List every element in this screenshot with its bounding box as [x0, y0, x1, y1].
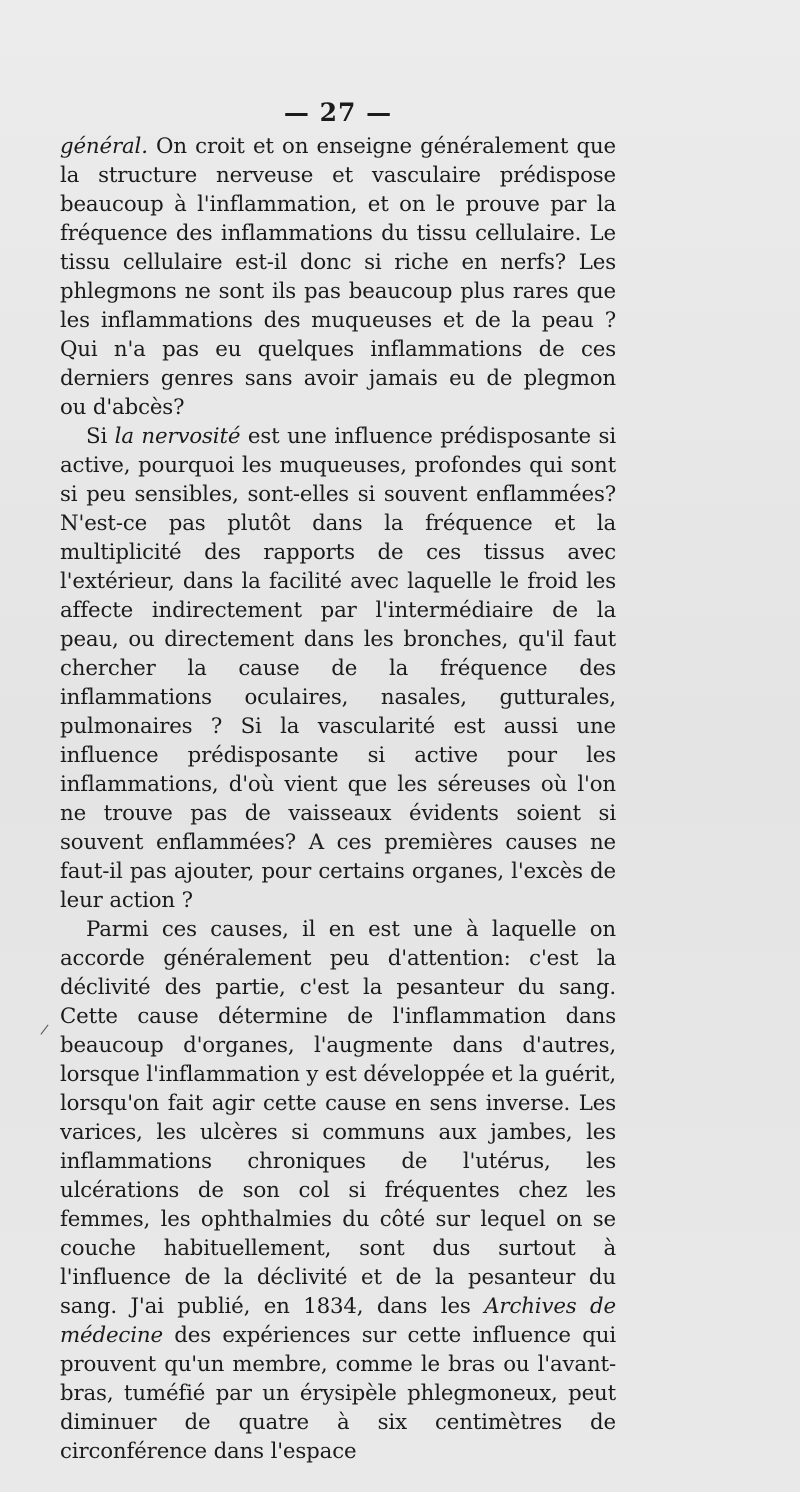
paragraph-3-segment-3: des expériences sur cette influence qui prouvent qu'un membre, comme le bras ou l'avant-bras, tuméfié par un érysipèle phlegmoneux, peut diminuer de quatre à six centimètres de circonférence dans l'espace: [60, 1323, 616, 1464]
paragraph-2-segment-3: est une influence prédisposante si active, pourquoi les muqueuses, profondes qui sont si peu sensibles, sont-elles si souvent enflammées? N'est-ce pas plutôt dans la fréquence et la multiplicité des rapports de ces tissus avec l'extérieur, dans la facilité avec laquelle le froid les affecte indirectement par l'intermédiaire de la peau, ou directement dans les bronches, qu'il faut chercher la cause de la fréquence des inflammations oculaires, nasales, gutturales, pulmonaires ? Si la vascularité est aussi une influence prédisposante si active pour les inflammations, d'où vient que les séreuses où l'on ne trouve pas de vaisseaux évidents soient si souvent enflammées? A ces premières causes ne faut-il pas ajouter, pour certains organes, l'excès de leur action ?: [60, 424, 616, 913]
paragraph-3: [60, 915, 616, 1466]
page-text-block: [60, 96, 616, 1466]
paragraph-1: [60, 132, 616, 422]
paragraph-2-segment-2: la nervosité: [114, 424, 241, 449]
paragraph-1-segment-2: On croit et on enseigne généralement que la structure nerveuse et vasculaire prédispose beaucoup à l'inflammation, et on le prouve par la fréquence des inflammations du tissu cellulaire. Le tissu cellulaire est-il donc si riche en nerfs? Les phlegmons ne sont ils pas beaucoup plus rares que les inflammations des muqueuses et de la peau ? Qui n'a pas eu quelques inflammations de ces derniers genres sans avoir jamais eu de plegmon ou d'abcès?: [60, 134, 616, 420]
paragraph-1-segment-1: général.: [60, 134, 148, 159]
paragraph-3-segment-2: Archives de médecine: [60, 1294, 616, 1348]
paragraph-2: [60, 422, 616, 915]
paragraph-2-segment-1: Si: [86, 424, 115, 449]
page-number: — 27 —: [283, 98, 393, 127]
paragraph-3-segment-1: Parmi ces causes, il en est une à laquelle on accorde généralement peu d'attention: c'est la déclivité des partie, c'est la pesanteur du sang. Cette cause détermine de l'inflammation dans beaucoup d'organes, l'augmente dans d'autres, lorsque l'inflammation y est développée et la guérit, lorsqu'on fait agir cette cause en sens inverse. Les varices, les ulcères si communs aux jambes, les inflammations chroniques de l'utérus, les ulcérations de son col si fréquentes chez les femmes, les ophthalmies du côté sur lequel on se couche habituellement, sont dus surtout à l'influence de la déclivité et de la pesanteur du sang. J'ai publié, en 1834, dans les: [60, 917, 616, 1319]
margin-pencil-mark: /: [39, 1021, 50, 1039]
